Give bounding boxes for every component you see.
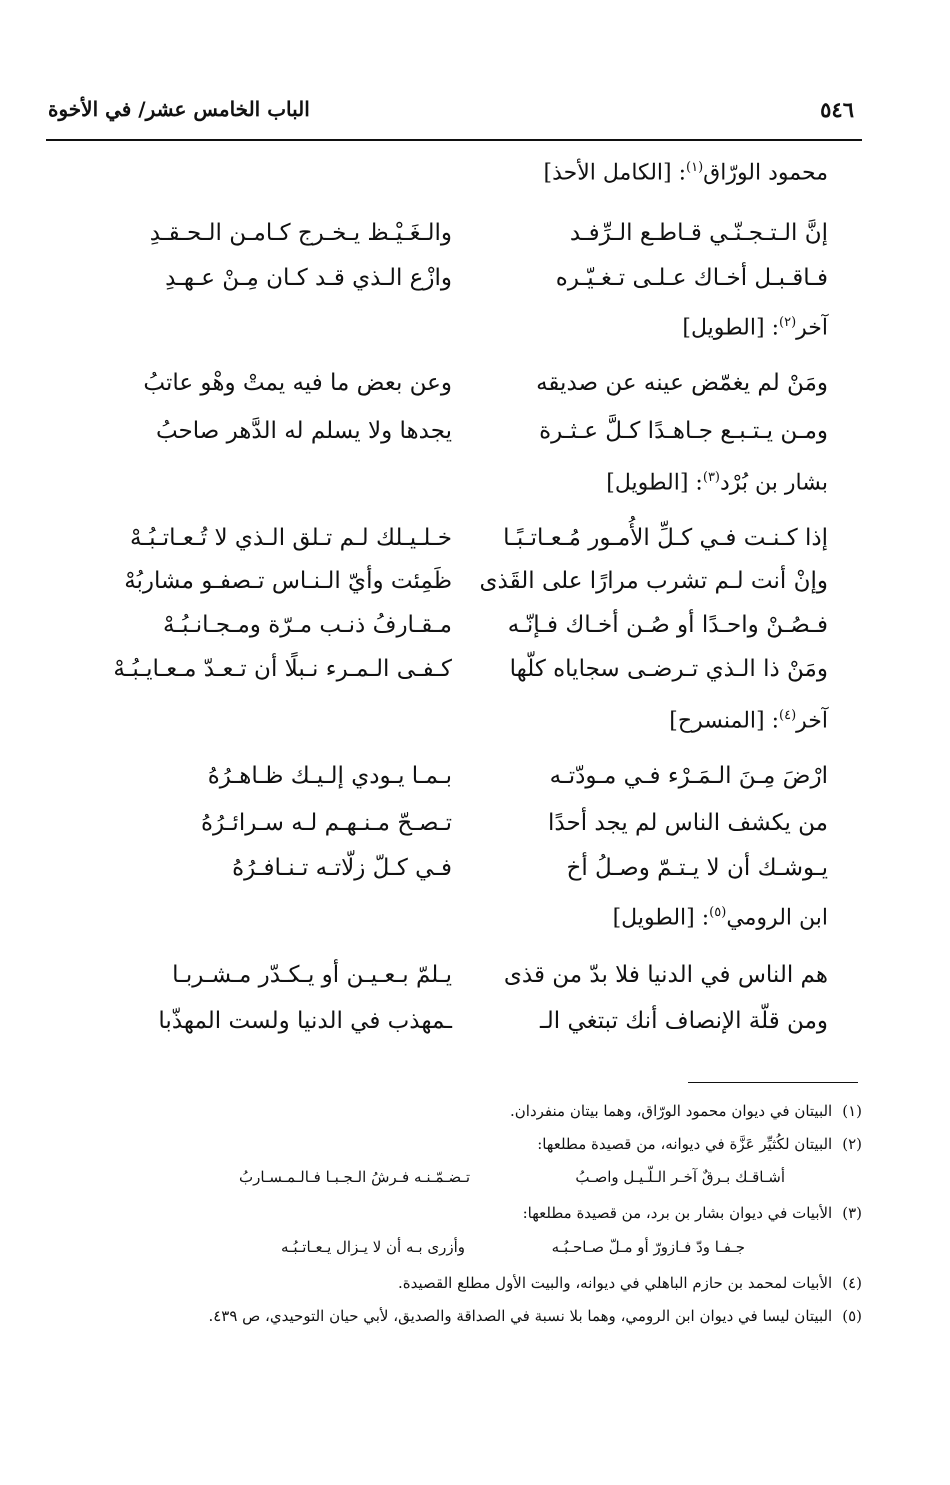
poet-name: ابن الرومي [726,905,828,931]
footnote [62,1133,862,1155]
meter-label: : [الطويل] [612,905,710,931]
verse-first-hemistich: فـاقـبـل أخـاك عـلـى تـغـيّـره [555,265,828,291]
verse-first-hemistich: ومن قلّة الإنصاف أنك تبتغي الـ [540,1008,828,1034]
meter-label: : [الكامل الأحذ] [543,160,686,186]
verse-second-hemistich: خـلـيـلك لـم تـلق الـذي لا تُـعـاتـبُـهْ [130,525,452,551]
verse-first-hemistich: ومَنْ ذا الـذي تـرضـى سجاياه كلّها [509,656,828,682]
footnote-number: (٢) [842,1135,862,1153]
footnote-text: الأبيات لمحمد بن حازم الباهلي في ديوانه، والبيت الأول مطلع القصيدة. [397,1274,833,1292]
verse-second-hemistich: بـمـا يـودي إلـيـك ظـاهـرُهُ [207,763,452,789]
verse-second-hemistich: وعن بعض ما فيه يمتْ وهْو عاتبُ [143,370,452,396]
meter-label: : [الطويل] [682,315,779,341]
footnote-number: (١) [842,1102,862,1120]
verse-first-hemistich: من يكشف الناس لم يجد أحدًا [548,810,828,836]
footnote-number: (٥) [842,1307,862,1325]
footnote-verse-first-hemistich: جـفـا ودّ فـازورّ أو مـلّ صـاحـبُـه [551,1238,745,1256]
footnote [62,1202,862,1224]
footnote-verse-second-hemistich: وأزرى بـه أن لا يـزال يـعـاتـبُـه [280,1238,465,1256]
meter-label: : [المنسرح] [669,708,779,734]
verse-second-hemistich: يـلمّ بـعـيـن أو يـكـدّر مـشـربـا [172,962,452,988]
verse-first-hemistich: وإنْ أنت لـم تشرب مرارًا على القَذى [479,568,828,594]
footnote-ref: (٤) [779,708,797,723]
footnote-ref: (٢) [779,315,797,330]
verse-second-hemistich: يجدها ولا يسلم له الدَّهر صاحبُ [155,418,452,444]
poem-attribution [682,315,828,340]
poem-attribution [606,470,828,495]
verse-second-hemistich: ظَمِئت وأيّ الـنـاس تـصفـو مشاربُهْ [124,568,452,594]
verse-first-hemistich: فـصُـنْ واحـدًا أو صُـن أخـاك فـإنّـه [507,612,828,638]
verse-second-hemistich: فـي كـلّ زلّاتـه تـنـافـرُهُ [232,855,452,881]
footnote-number: (٣) [842,1204,862,1222]
verse-first-hemistich: ومَنْ لم يغمّض عينه عن صديقه [536,370,828,396]
header-rule [46,139,862,141]
verse-second-hemistich: تـصـحّ مـنـهـم لـه سـرائـرُهُ [200,810,452,836]
poem-attribution [544,160,828,185]
verse-first-hemistich: إذا كـنـت فـي كـلِّ الأُمـور مُـعـاتـبًـا [503,525,828,551]
verse-first-hemistich: إنَّ الـتـجـنّـي قـاطـع الـرِّفـد [569,220,828,246]
verse-first-hemistich: هم الناس في الدنيا فلا بدّ من قذى [503,962,828,988]
footnote [62,1100,862,1122]
verse-second-hemistich: وازْع الـذي قـد كـان مِـنْ عـهـدِ [165,265,452,291]
footnote-rule [688,1082,858,1083]
verse-first-hemistich: ارْضَ مِـنَ الـمَـرْء فـي مـودّتـه [549,763,828,789]
poem-attribution [613,905,828,930]
footnote-ref: (١) [686,160,704,175]
poet-name: محمود الورّاق [703,160,828,186]
poem-attribution [669,708,828,733]
footnote [62,1272,862,1294]
poet-name: آخر [796,315,828,341]
footnote-verse-first-hemistich: أشـاقـك بـرقٌ آخـر الـلّـيـل واصـبُ [575,1168,785,1186]
meter-label: : [الطويل] [606,470,703,496]
poet-name: بشار بن بُرْد [720,470,828,496]
footnote-ref: (٥) [709,905,727,920]
footnote-verse-second-hemistich: تـضـمّـنـه فـرشُ الـجـبـا فـالـمـسـاربُ [238,1168,470,1186]
footnote-text: البيتان ليسا في ديوان ابن الرومي، وهما بلا نسبة في الصداقة والصديق، لأبي حيان التوحيدي، ص ٤٣٩. [208,1307,833,1325]
verse-second-hemistich: ـمهذب في الدنيا ولست المهذّبا [158,1008,452,1034]
running-head: الباب الخامس عشر/ في الأخوة [48,97,310,121]
verse-second-hemistich: والـغَـيْـظ يـخـرج كـامـن الـحـقـدِ [149,220,452,246]
footnote-text: البيتان لكُثيِّر عَزَّة في ديوانه، من قصيدة مطلعها: [537,1135,833,1153]
page-number: ٥٤٦ [820,97,854,122]
poet-name: آخر [796,708,828,734]
footnote-text: الأبيات في ديوان بشار بن برد، من قصيدة مطلعها: [522,1204,833,1222]
verse-first-hemistich: يـوشـك أن لا يـتـمّ وصـلُ أخ [566,855,828,881]
footnote-text: البيتان في ديوان محمود الورّاق، وهما بيتان منفردان. [510,1102,833,1120]
verse-second-hemistich: مـقـارفُ ذنـب مـرّة ومـجـانـبُـهْ [163,612,452,638]
footnote-number: (٤) [842,1274,862,1292]
verse-first-hemistich: ومـن يـتـبـع جـاهـدًا كـلَّ عـثـرة [539,418,828,444]
footnote-ref: (٣) [702,470,720,485]
footnote [62,1305,862,1327]
verse-second-hemistich: كـفـى الـمـرء نـبلًا أن تـعـدّ مـعـايـبُـهْ [113,656,452,682]
page-header [48,97,854,131]
